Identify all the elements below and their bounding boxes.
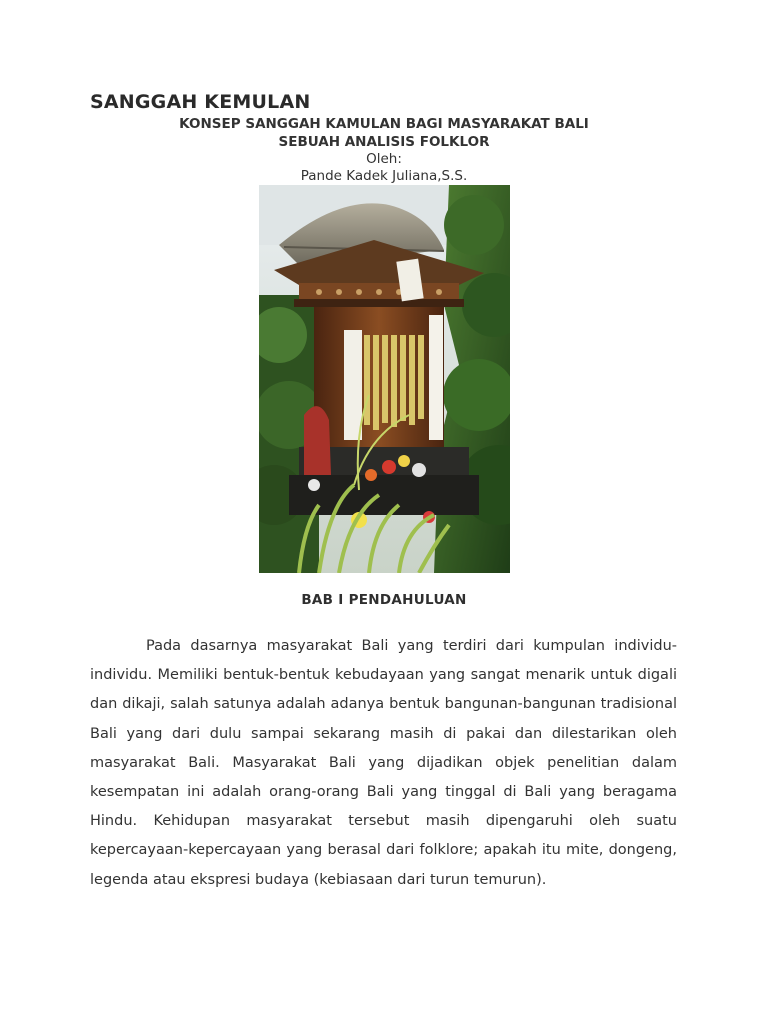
page-title: SANGGAH KEMULAN <box>90 91 311 113</box>
intro-paragraph: Pada dasarnya masyarakat Bali yang terdiri dari kumpulan individu-individu. Memiliki bentuk-bentuk kebudayaan yang sangat menarik untuk digali dan dikaji, salah satunya adalah adanya bentuk bangunan-bangunan tradisional Bali yang dari dulu sampai sekarang masih di pakai dan dilestarikan oleh masyarakat Bali. Masyarakat Bali yang dijadikan objek penelitian dalam kesempatan ini adalah orang-orang Bali yang tinggal di Bali yang beragama Hindu. Kehidupan masyarakat tersebut masih dipengaruhi oleh suatu kepercayaan-kepercayaan yang berasal dari folklore; apakah itu mite, dongeng, legenda atau ekspresi budaya (kebiasaan dari turun temurun). <box>90 638 677 888</box>
by-label: Oleh: <box>366 151 402 167</box>
chapter-heading: BAB I PENDAHULUAN <box>301 592 467 608</box>
author-name: Pande Kadek Juliana,S.S. <box>300 168 468 184</box>
subtitle-line-1: KONSEP SANGGAH KAMULAN BAGI MASYARAKAT BALI <box>179 116 589 132</box>
subtitle-line-2: SEBUAH ANALISIS FOLKLOR <box>278 134 490 150</box>
shrine-photo <box>259 185 510 573</box>
